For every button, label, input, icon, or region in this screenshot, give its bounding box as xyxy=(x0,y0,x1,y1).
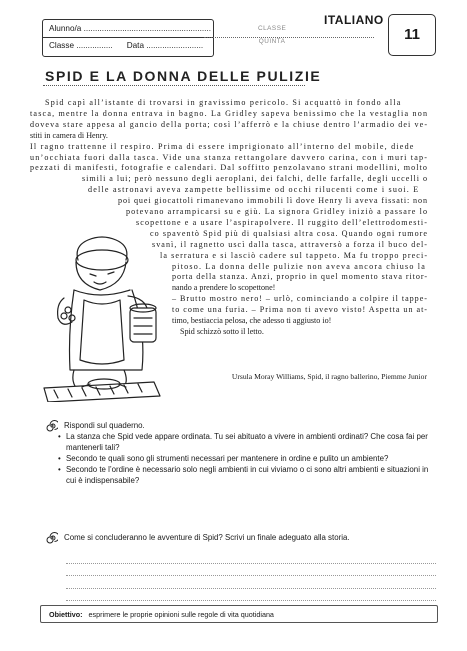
student-info-box xyxy=(42,19,214,57)
objective-text: esprimere le proprie opinioni sulle regole di vita quotidiana xyxy=(88,610,274,619)
story-line: un’occhiata fuori dalla tasca. Vide una stanza rettangolare davvero carina, con i muri tap- xyxy=(30,152,429,162)
story-line: simili a lui; però nessuno degli aeroplani, dei falchi, delle farfalle, degli uccelli o xyxy=(82,174,428,184)
header-divider xyxy=(204,37,374,38)
question-item: • La stanza che Spid vede appare ordinata. Tu sei abituato a vivere in ambienti ordinati? Che cosa fai per mantenerli tali? xyxy=(58,431,436,453)
class-date-row xyxy=(49,41,209,50)
story-line: porta della stanza. Anzi, proprio in quel momento stava ritor- xyxy=(172,272,428,282)
subject-label: ITALIANO xyxy=(324,13,384,27)
date-field[interactable]: Data ......................... xyxy=(126,41,204,50)
story-line: pitoso. La donna delle pulizie non aveva ancora chiuso la xyxy=(172,261,427,271)
story-line: – Brutto mostro nero! – urlò, cominciando a colpire il tappe- xyxy=(172,294,428,304)
spiral-icon xyxy=(46,532,58,544)
story-title: SPID E LA DONNA DELLE PULIZIE xyxy=(45,68,322,84)
instruction-text: Rispondi sul quaderno. xyxy=(64,421,145,430)
story-line: delle astronavi aveva zampette bellissime od occhi rilucenti come i suoi. E xyxy=(88,185,420,195)
cleaning-lady-illustration xyxy=(34,230,164,402)
story-line: stiti in camera di Henry. xyxy=(30,130,108,140)
answer-lines[interactable] xyxy=(66,551,436,601)
story-line: la serratura e si lasciò cadere sul tappeto. Ma fu troppo preci- xyxy=(160,250,429,260)
followup-text: Come si concluderanno le avventure di Spid? Scrivi un finale adeguato alla storia. xyxy=(64,533,350,542)
question-item: • Secondo te quali sono gli strumenti necessari per mantenere in ordine e pulito un ambiente? xyxy=(58,453,436,464)
story-line: Spid schizzò sotto il letto. xyxy=(180,326,264,336)
answer-line[interactable] xyxy=(66,589,436,602)
questions-instruction xyxy=(46,420,436,431)
questions-block xyxy=(46,420,436,486)
story-line: to come una furia. – Prima non ti avevo visto! Aspetta un at- xyxy=(172,305,428,315)
spiral-icon xyxy=(46,420,58,432)
classe-word: CLASSE xyxy=(258,25,287,32)
followup-question xyxy=(46,532,436,543)
page-number: 11 xyxy=(388,14,436,56)
objective-footer xyxy=(40,605,438,623)
grade-label xyxy=(258,22,286,48)
story-line: nando a prendere lo scopettone! xyxy=(172,283,276,293)
story-line: pezzati di manifesti, fotografie e calendari. Dal soffitto penzolavano strani modellini, molto xyxy=(30,163,429,173)
story-line: doveva stare appesa al gancio della porta; così l’afferrò e la chiuse dentro l’armadio dei ve- xyxy=(30,119,429,129)
story-line: Spid capì all’istante di trovarsi in gravissimo pericolo. Si acquattò in fondo alla xyxy=(45,98,402,107)
name-field[interactable]: Alunno/a ........................................................ xyxy=(43,24,213,38)
answer-line[interactable] xyxy=(66,551,436,564)
story-line: scopettone e a usare l’aspirapolvere. Il ruggito dell’elettrodomesti- xyxy=(136,217,429,227)
story-line: potevano arrampicarsi su e giù. La signora Gridley iniziò a passare lo xyxy=(126,207,429,216)
followup-head xyxy=(46,532,436,543)
story-line: co spaventò Spid più di qualsiasi altra cosa. Quando ogni rumore xyxy=(150,228,429,238)
title-underline xyxy=(43,85,305,86)
answer-line[interactable] xyxy=(66,564,436,577)
question-item: • Secondo te l’ordine è necessario solo negli ambienti in cui viviamo o ci sono altri ambienti e situazioni in cui è indispensabile? xyxy=(58,464,436,486)
question-list xyxy=(58,431,436,486)
quinta-word: QUINTA xyxy=(258,38,286,45)
story-line: svanì, il ragnetto uscì dalla tasca, attraversò a forza il buco del- xyxy=(152,239,429,249)
answer-line[interactable] xyxy=(66,576,436,589)
class-field[interactable]: Classe ................ xyxy=(49,41,113,50)
story-line: poi quei giocattoli rimanevano immobili lì dove Henry li aveva fissati: non xyxy=(118,196,428,206)
story-line: timo, bestiaccia pelosa, che adesso ti aggiusto io! xyxy=(172,316,332,325)
story-line: tasca, mentre la donna entrava in bagno. La Gridley sapeva benissimo che la vestaglia non xyxy=(30,108,429,118)
source-citation: Ursula Moray Williams, Spid, il ragno ballerino, Piemme Junior xyxy=(231,372,427,381)
story-line: Il ragno trattenne il respiro. Prima di essere imprigionato all’interno del mobile, diede xyxy=(30,141,415,151)
objective-label: Obiettivo: xyxy=(49,610,83,619)
